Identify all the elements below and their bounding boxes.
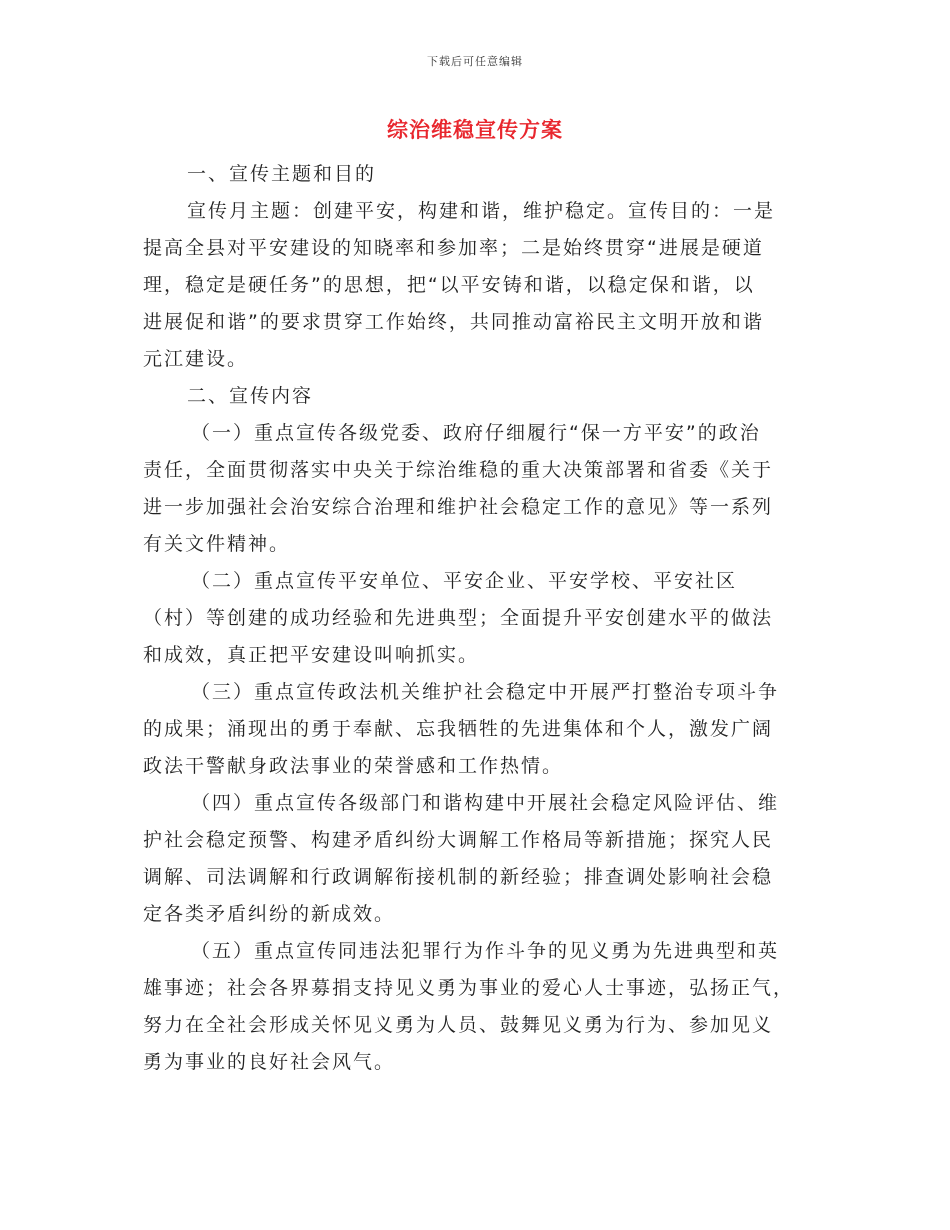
- section-heading-2: 二、宣传内容: [187, 385, 314, 407]
- paragraph-line: 雄事迹；社会各界募捐支持见义勇为事业的爱心人士事迹，弘扬正气，: [143, 977, 795, 999]
- paragraph-line: 护社会稳定预警、构建矛盾纠纷大调解工作格局等新措施；探究人民: [143, 829, 774, 851]
- intro-paragraph: [143, 193, 807, 378]
- paragraph-line: 有关文件精神。: [143, 533, 291, 555]
- content-item-1: [143, 415, 807, 563]
- paragraph-line: 政法干警献身政法事业的荣誉感和工作热情。: [143, 755, 564, 777]
- paragraph-line: 和成效，真正把平安建设叫响抓实。: [143, 644, 480, 666]
- paragraph-line: 调解、司法调解和行政调解衔接机制的新经验；排查调处影响社会稳: [143, 866, 774, 888]
- paragraph-line: 提高全县对平安建设的知晓率和参加率；二是始终贯穿“进展是硬道: [143, 237, 764, 259]
- document-body: [143, 156, 807, 1081]
- paragraph-line: 进一步加强社会治安综合治理和维护社会稳定工作的意见》等一系列: [143, 496, 774, 518]
- paragraph-line: （二）重点宣传平安单位、平安企业、平安学校、平安社区: [191, 570, 738, 592]
- paragraph-line: 理，稳定是硬任务”的思想，把“以平安铸和谐，以稳定保和谐，以: [143, 274, 755, 296]
- paragraph-line: 进展促和谐”的要求贯穿工作始终，共同推动富裕民主文明开放和谐: [143, 311, 764, 333]
- paragraph-line: （五）重点宣传同违法犯罪行为作斗争的见义勇为先进典型和英: [191, 940, 780, 962]
- document-title: 综治维稳宣传方案: [387, 118, 563, 142]
- paragraph-line: （一）重点宣传各级党委、政府仔细履行“保一方平安”的政治: [191, 422, 761, 444]
- content-item-5: [143, 933, 807, 1081]
- paragraph-line: （三）重点宣传政法机关维护社会稳定中开展严打整治专项斗争: [191, 681, 780, 703]
- page-header: 下载后可任意编辑: [427, 55, 523, 68]
- content-item-4: [143, 785, 807, 933]
- content-item-2: [143, 563, 807, 674]
- paragraph-line: （村）等创建的成功经验和先进典型；全面提升平安创建水平的做法: [143, 607, 774, 629]
- content-item-3: [143, 674, 807, 785]
- paragraph-line: 元江建设。: [143, 348, 249, 370]
- paragraph-line: 责任，全面贯彻落实中央关于综治维稳的重大决策部署和省委《关于: [143, 459, 774, 481]
- paragraph-line: 宣传月主题：创建平安，构建和谐，维护稳定。宣传目的：一是: [187, 200, 776, 222]
- paragraph-line: 勇为事业的良好社会风气。: [143, 1051, 396, 1073]
- section-heading-1: 一、宣传主题和目的: [187, 163, 377, 185]
- paragraph-line: （四）重点宣传各级部门和谐构建中开展社会稳定风险评估、维: [191, 792, 780, 814]
- paragraph-line: 定各类矛盾纠纷的新成效。: [143, 903, 396, 925]
- paragraph-line: 的成果；涌现出的勇于奉献、忘我牺牲的先进集体和个人，激发广阔: [143, 718, 774, 740]
- paragraph-line: 努力在全社会形成关怀见义勇为人员、鼓舞见义勇为行为、参加见义: [143, 1014, 774, 1036]
